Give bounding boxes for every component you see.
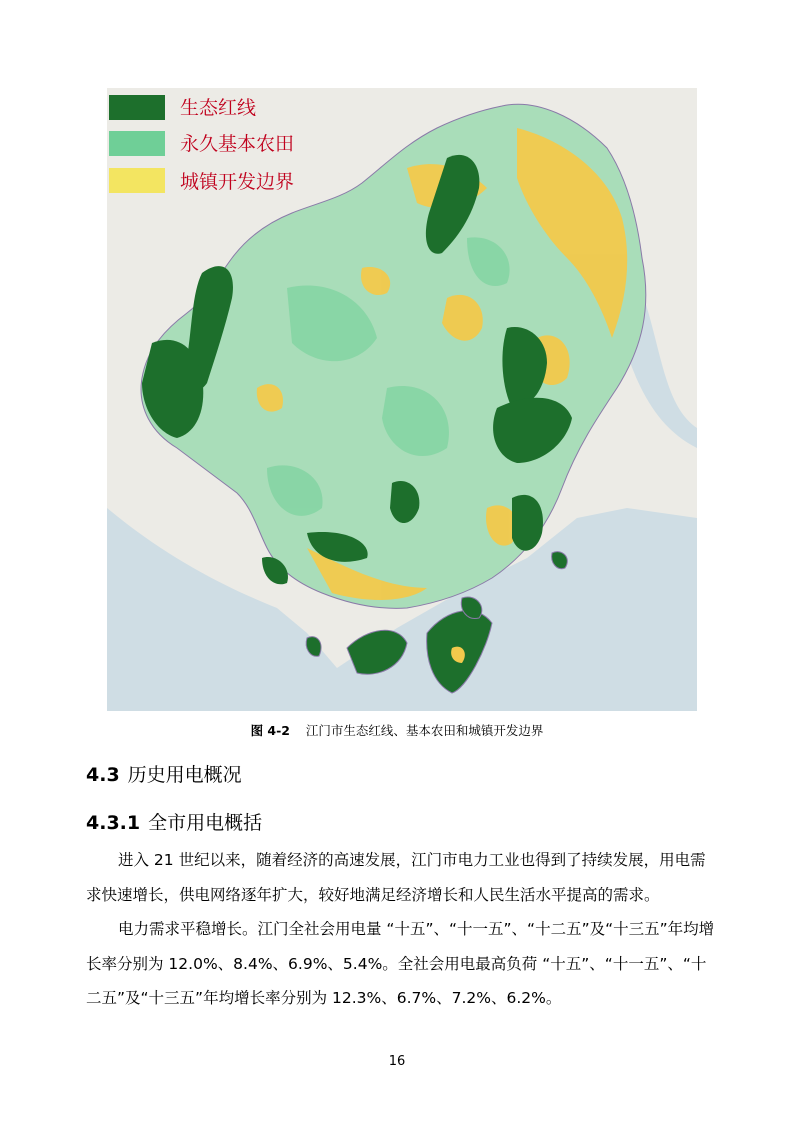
legend-label-ecological: 生态红线 xyxy=(180,97,257,119)
section-heading xyxy=(86,760,242,787)
paragraph-1 xyxy=(86,843,718,912)
legend-label-farmland: 永久基本农田 xyxy=(180,133,295,155)
subsection-title: 全市用电概括 xyxy=(148,812,263,834)
figure-caption xyxy=(0,721,794,739)
legend-swatch-farmland xyxy=(109,131,165,156)
section-number: 4.3 xyxy=(86,764,120,786)
subsection-heading xyxy=(86,808,262,835)
legend-label-urban: 城镇开发边界 xyxy=(180,171,295,193)
paragraph-1-text: 进入 21 世纪以来，随着经济的高速发展，江门市电力工业也得到了持续发展，用电需求快速增长，供电网络逐年扩大，较好地满足经济增长和人民生活水平提高的需求。 xyxy=(86,851,706,904)
paragraph-2 xyxy=(86,912,718,1016)
subsection-number: 4.3.1 xyxy=(86,812,141,834)
map-figure xyxy=(107,88,697,711)
caption-number: 图 4-2 xyxy=(250,723,290,738)
legend-swatch-ecological xyxy=(109,95,165,120)
section-title: 历史用电概况 xyxy=(127,764,242,786)
page-number: 16 xyxy=(388,1054,406,1069)
caption-text: 江门市生态红线、基本农田和城镇开发边界 xyxy=(305,723,544,738)
paragraph-2-text: 电力需求平稳增长。江门全社会用电量 “十五”、“十一五”、“十二五”及“十三五”年均增长率分别为 12.0%、8.4%、6.9%、5.4%。全社会用电最高负荷 “十五”、“十一五”、“十二五”及“十三五”年均增长率分别为 12.3%、6.7%、7.2%、6.2%。 xyxy=(86,920,715,1007)
legend-swatch-urban xyxy=(109,168,165,193)
